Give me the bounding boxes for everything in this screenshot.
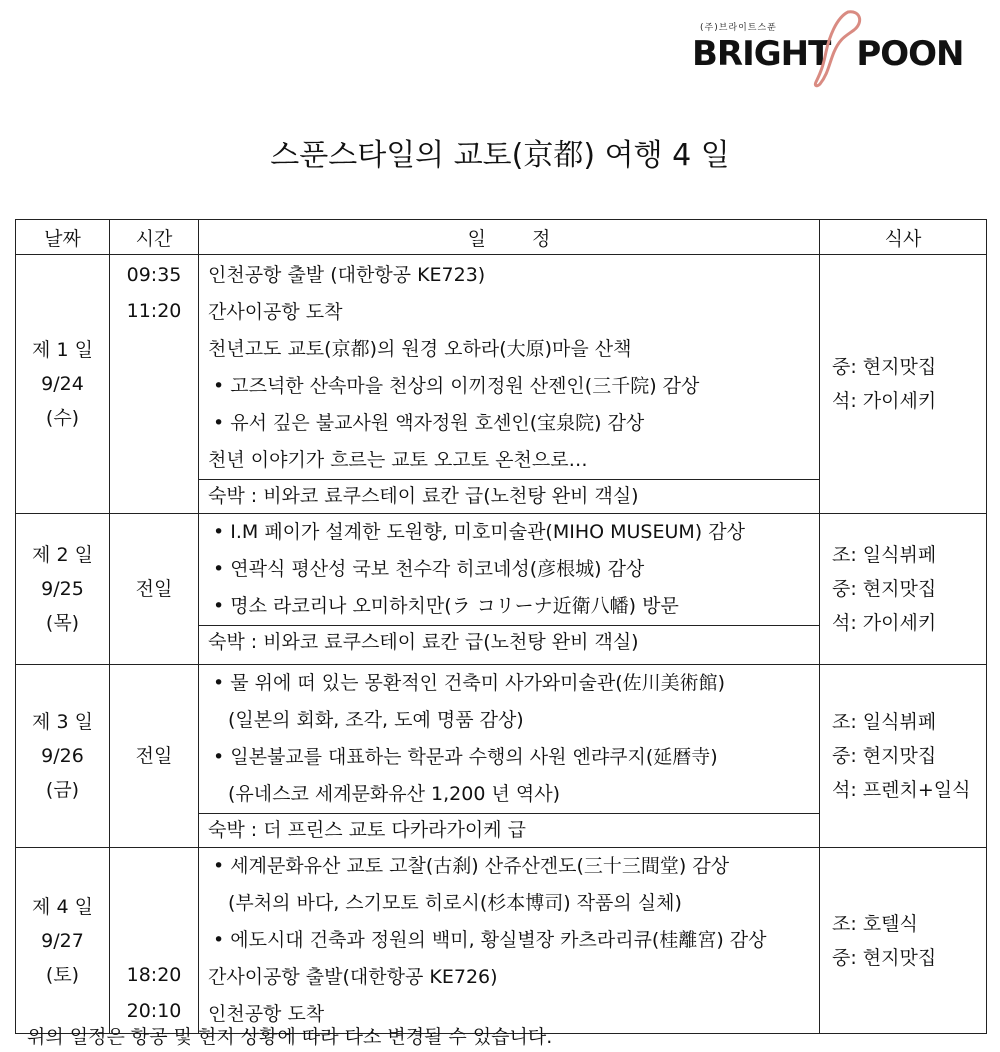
meal-item: 중: 현지맛집 bbox=[832, 745, 937, 767]
schedule-line: 천년 이야기가 흐르는 교토 오고토 온천으로… bbox=[208, 449, 588, 471]
schedule-line: (일본의 회화, 조각, 도예 명품 감상) bbox=[228, 709, 524, 731]
day-cell bbox=[16, 665, 110, 848]
schedule-cell bbox=[199, 255, 820, 514]
time-value: 전일 bbox=[135, 578, 173, 600]
time-value: 18:20 bbox=[126, 964, 182, 986]
brand-logo bbox=[692, 8, 962, 88]
day-label: 제 1 일 bbox=[32, 339, 93, 361]
header-schedule: 일 정 bbox=[199, 220, 820, 255]
day-weekday: (수) bbox=[45, 407, 80, 429]
schedule-line: 인천공항 도착 bbox=[208, 1003, 325, 1025]
time-cell bbox=[110, 665, 199, 848]
time-value: 20:10 bbox=[126, 1000, 182, 1022]
time-value: 11:20 bbox=[126, 300, 182, 322]
meal-item: 조: 호텔식 bbox=[832, 912, 918, 935]
footnote: 위의 일정은 항공 및 현지 상황에 따라 다소 변경될 수 있습니다. bbox=[27, 1026, 553, 1048]
page-title: 스푼스타일의 교토(京都) 여행 4 일 bbox=[270, 138, 730, 173]
schedule-line: • 물 위에 떠 있는 몽환적인 건축미 사가와미술관(佐川美術館) bbox=[213, 672, 726, 694]
schedule-cell bbox=[199, 514, 820, 665]
time-value: 09:35 bbox=[126, 264, 182, 286]
schedule-line: (부처의 바다, 스기모토 히로시(杉本博司) 작품의 실체) bbox=[228, 892, 682, 914]
stay-line: 숙박 : 비와코 료쿠스테이 료칸 급(노천탕 완비 객실) bbox=[199, 625, 819, 659]
meal-item: 중: 현지맛집 bbox=[832, 578, 937, 600]
day-date: 9/25 bbox=[41, 578, 84, 600]
meal-cell bbox=[820, 848, 987, 1034]
meal-cell bbox=[820, 514, 987, 665]
schedule-line: 간사이공항 출발(대한항공 KE726) bbox=[208, 966, 498, 988]
schedule-line: 천년고도 교토(京都)의 원경 오하라(大原)마을 산책 bbox=[208, 338, 632, 360]
header-date: 날짜 bbox=[16, 220, 110, 255]
meal-item: 조: 일식뷔페 bbox=[832, 711, 937, 733]
meal-item: 석: 프렌치+일식 bbox=[832, 779, 971, 801]
meal-item: 석: 가이세키 bbox=[832, 612, 937, 634]
logo-word-right: POON bbox=[856, 34, 964, 74]
table-row bbox=[16, 848, 987, 1034]
schedule-line: (유네스코 세계문화유산 1,200 년 역사) bbox=[228, 783, 560, 805]
header-meal: 식사 bbox=[820, 220, 987, 255]
schedule-line: • 연곽식 평산성 국보 천수각 히코네성(彦根城) 감상 bbox=[213, 558, 645, 580]
schedule-line: • I.M 페이가 설계한 도원향, 미호미술관(MIHO MUSEUM) 감상 bbox=[213, 521, 745, 543]
day-cell bbox=[16, 848, 110, 1034]
table-row bbox=[16, 255, 987, 514]
day-date: 9/26 bbox=[41, 745, 84, 767]
spoon-icon bbox=[804, 8, 864, 88]
day-cell bbox=[16, 255, 110, 514]
table-header-row bbox=[16, 220, 987, 255]
meal-cell bbox=[820, 255, 987, 514]
time-cell bbox=[110, 255, 199, 514]
stay-line: 숙박 : 비와코 료쿠스테이 료칸 급(노천탕 완비 객실) bbox=[199, 479, 819, 513]
day-cell bbox=[16, 514, 110, 665]
meal-cell bbox=[820, 665, 987, 848]
day-weekday: (토) bbox=[45, 963, 80, 986]
itinerary-table bbox=[15, 219, 987, 1034]
schedule-cell bbox=[199, 848, 820, 1034]
time-cell bbox=[110, 514, 199, 665]
schedule-line: • 에도시대 건축과 정원의 백미, 황실별장 카츠라리큐(桂離宮) 감상 bbox=[213, 929, 767, 951]
table-row bbox=[16, 514, 987, 665]
day-label: 제 3 일 bbox=[32, 711, 93, 733]
schedule-line: • 세계문화유산 교토 고찰(古刹) 산쥬산겐도(三十三間堂) 감상 bbox=[213, 855, 730, 877]
stay-line: 숙박 : 더 프린스 교토 다카라가이케 급 bbox=[199, 813, 819, 847]
schedule-cell bbox=[199, 665, 820, 848]
schedule-line: 간사이공항 도착 bbox=[208, 301, 343, 323]
schedule-line: • 일본불교를 대표하는 학문과 수행의 사원 엔랴쿠지(延暦寺) bbox=[213, 746, 718, 768]
meal-item: 중: 현지맛집 bbox=[832, 946, 937, 969]
time-cell bbox=[110, 848, 199, 1034]
day-weekday: (금) bbox=[45, 779, 80, 801]
schedule-line: • 고즈넉한 산속마을 천상의 이끼정원 산젠인(三千院) 감상 bbox=[213, 375, 700, 397]
day-label: 제 2 일 bbox=[32, 544, 93, 566]
schedule-line: • 명소 라코리나 오미하치만(ラ コリーナ近衛八幡) 방문 bbox=[213, 595, 679, 617]
day-label: 제 4 일 bbox=[32, 895, 93, 918]
meal-item: 조: 일식뷔페 bbox=[832, 544, 937, 566]
meal-item: 석: 가이세키 bbox=[832, 390, 937, 412]
header-time: 시간 bbox=[110, 220, 199, 255]
time-value: 전일 bbox=[135, 745, 173, 767]
logo-word-left: BRIGHT bbox=[692, 34, 831, 74]
day-weekday: (목) bbox=[45, 612, 80, 634]
schedule-line: • 유서 깊은 불교사원 액자정원 호센인(宝泉院) 감상 bbox=[213, 412, 645, 434]
table-row bbox=[16, 665, 987, 848]
day-date: 9/24 bbox=[41, 373, 84, 395]
schedule-line: 인천공항 출발 (대한항공 KE723) bbox=[208, 264, 486, 286]
logo-tagline: (주)브라이트스푼 bbox=[700, 23, 777, 33]
meal-item: 중: 현지맛집 bbox=[832, 356, 937, 378]
day-date: 9/27 bbox=[41, 929, 84, 952]
